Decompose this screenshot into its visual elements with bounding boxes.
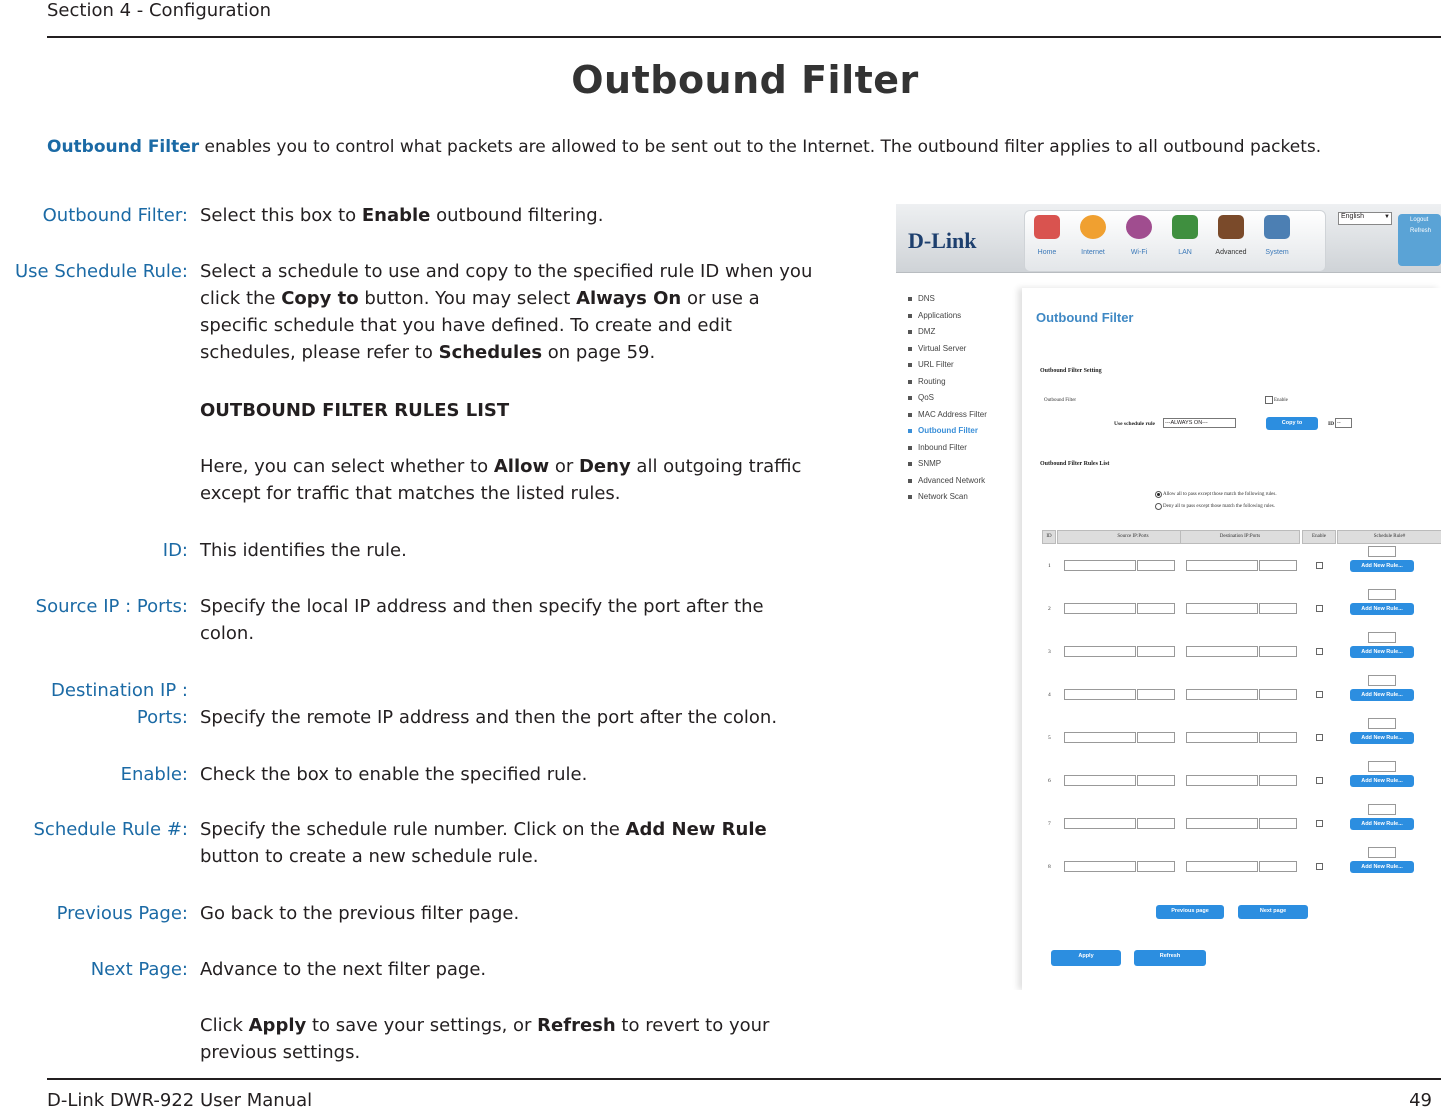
sidebar-item-dns[interactable]: DNS: [906, 294, 987, 311]
destination-port-input[interactable]: [1259, 603, 1297, 614]
term-use-schedule: Use Schedule Rule:: [14, 261, 188, 282]
desc-destination: Specify the remote IP address and then the port after the colon.: [200, 707, 778, 728]
rule-enable-checkbox[interactable]: [1316, 863, 1323, 870]
schedule-rule-input[interactable]: [1368, 804, 1396, 815]
sidebar-item-routing[interactable]: Routing: [906, 377, 987, 394]
col-id: ID: [1042, 530, 1056, 544]
lan-icon: [1172, 215, 1198, 239]
nav-lan[interactable]: LAN: [1163, 215, 1207, 256]
intro-paragraph: [47, 137, 1441, 157]
sidebar-item-outbound-filter[interactable]: Outbound Filter: [906, 426, 987, 443]
schedule-select[interactable]: ---ALWAYS ON---: [1163, 418, 1236, 428]
rule-enable-checkbox[interactable]: [1316, 820, 1323, 827]
col-destination: Destination IP:Ports: [1180, 530, 1300, 544]
term-enable: Enable:: [120, 764, 188, 785]
copy-to-button[interactable]: Copy to: [1266, 417, 1318, 430]
destination-ip-input[interactable]: [1186, 560, 1258, 571]
source-ip-input[interactable]: [1064, 689, 1136, 700]
rule-id: 3: [1048, 649, 1051, 655]
add-new-rule-button[interactable]: Add New Rule...: [1350, 689, 1414, 701]
intro-text: enables you to control what packets are allowed to be sent out to the Internet. The outbound filter applies to all outbound packets.: [199, 137, 1322, 157]
router-sidebar: [906, 294, 987, 509]
wifi-icon: [1126, 215, 1152, 239]
tools-icon: [1218, 215, 1244, 239]
desc-schedule-rule: Specify the schedule rule number. Click on the Add New Rule button to create a new schedule rule.: [200, 819, 767, 867]
refresh-button[interactable]: Refresh: [1134, 950, 1206, 966]
next-page-button[interactable]: Next page: [1238, 905, 1308, 919]
refresh-link[interactable]: Refresh: [1410, 228, 1432, 234]
add-new-rule-button[interactable]: Add New Rule...: [1350, 732, 1414, 744]
content-title: Outbound Filter: [1036, 310, 1134, 325]
sidebar-item-inbound-filter[interactable]: Inbound Filter: [906, 443, 987, 460]
term-destination-1: Destination IP :: [51, 680, 188, 701]
router-ui-screenshot: [896, 204, 1441, 990]
intro-bold: Outbound Filter: [47, 137, 200, 157]
sidebar-item-network-scan[interactable]: Network Scan: [906, 492, 987, 509]
nav-wifi[interactable]: Wi-Fi: [1117, 215, 1161, 256]
source-ip-input[interactable]: [1064, 861, 1136, 872]
desc-previous: Go back to the previous filter page.: [200, 903, 520, 924]
source-port-input[interactable]: [1137, 603, 1175, 614]
setting-heading: Outbound Filter Setting: [1040, 368, 1102, 374]
language-select[interactable]: English ▼: [1338, 212, 1392, 225]
source-ip-input[interactable]: [1064, 732, 1136, 743]
source-ip-input[interactable]: [1064, 818, 1136, 829]
rule-id: 7: [1048, 821, 1051, 827]
desc-rules-list: Here, you can select whether to Allow or Deny all outgoing traffic except for traffic that matches the listed rules.: [200, 456, 802, 504]
deny-text: Deny all to pass except those match the following rules.: [1163, 504, 1275, 509]
destination-port-input[interactable]: [1259, 689, 1297, 700]
col-enable: Enable: [1302, 530, 1336, 544]
desc-next: Advance to the next filter page.: [200, 959, 487, 980]
footer-manual-title: D-Link DWR-922 User Manual: [47, 1090, 313, 1111]
desc-apply: Click Apply to save your settings, or Refresh to revert to your previous settings.: [200, 1015, 770, 1063]
destination-port-input[interactable]: [1259, 560, 1297, 571]
destination-ip-input[interactable]: [1186, 603, 1258, 614]
id-select[interactable]: --: [1335, 418, 1352, 428]
schedule-rule-input[interactable]: [1368, 718, 1396, 729]
rule-id: 6: [1048, 778, 1051, 784]
destination-ip-input[interactable]: [1186, 732, 1258, 743]
nav-advanced[interactable]: Advanced: [1209, 215, 1253, 256]
desc-outbound-filter: Select this box to Enable outbound filtering.: [200, 205, 604, 226]
sidebar-item-snmp[interactable]: SNMP: [906, 459, 987, 476]
sidebar-item-advanced-network[interactable]: Advanced Network: [906, 476, 987, 493]
destination-ip-input[interactable]: [1186, 646, 1258, 657]
bottom-divider: [47, 1078, 1441, 1080]
nav-internet[interactable]: Internet: [1071, 215, 1115, 256]
rules-heading: Outbound Filter Rules List: [1040, 461, 1110, 467]
home-icon: [1034, 215, 1060, 239]
destination-port-input[interactable]: [1259, 732, 1297, 743]
sidebar-item-mac-filter[interactable]: MAC Address Filter: [906, 410, 987, 427]
allow-radio[interactable]: [1155, 491, 1162, 498]
rule-id: 2: [1048, 606, 1051, 612]
apply-button[interactable]: Apply: [1051, 950, 1121, 966]
add-new-rule-button[interactable]: Add New Rule...: [1350, 818, 1414, 830]
rule-enable-checkbox[interactable]: [1316, 562, 1323, 569]
col-source: Source IP:Ports: [1057, 530, 1209, 544]
dlink-logo: D-Link: [908, 228, 977, 253]
destination-ip-input[interactable]: [1186, 818, 1258, 829]
logout-link[interactable]: Logout: [1410, 217, 1429, 223]
desc-enable: Check the box to enable the specified rule.: [200, 764, 588, 785]
add-new-rule-button[interactable]: Add New Rule...: [1350, 646, 1414, 658]
sidebar-item-dmz[interactable]: DMZ: [906, 327, 987, 344]
rule-id: 1: [1048, 563, 1051, 569]
globe-icon: [1080, 215, 1106, 239]
id-label: ID: [1328, 421, 1335, 427]
source-port-input[interactable]: [1137, 732, 1175, 743]
desc-use-schedule: Select a schedule to use and copy to the specified rule ID when you click the Copy to button. You may select Always On or use a specific schedule that you have defined. To create and edit schedules, please refer to Schedules on page 59.: [200, 261, 813, 363]
add-new-rule-button[interactable]: Add New Rule...: [1350, 560, 1414, 572]
chevron-down-icon: ▼: [1384, 214, 1390, 220]
col-schedule: Schedule Rule#: [1337, 530, 1441, 544]
router-content: [1022, 288, 1441, 990]
schedule-rule-input[interactable]: [1368, 847, 1396, 858]
rule-id: 5: [1048, 735, 1051, 741]
destination-port-input[interactable]: [1259, 818, 1297, 829]
rule-enable-checkbox[interactable]: [1316, 648, 1323, 655]
rule-enable-checkbox[interactable]: [1316, 605, 1323, 612]
schedule-rule-input[interactable]: [1368, 632, 1396, 643]
add-new-rule-button[interactable]: Add New Rule...: [1350, 603, 1414, 615]
sidebar-item-virtual-server[interactable]: Virtual Server: [906, 344, 987, 361]
rules-list-heading: OUTBOUND FILTER RULES LIST: [200, 400, 510, 421]
source-port-input[interactable]: [1137, 646, 1175, 657]
source-port-input[interactable]: [1137, 775, 1175, 786]
schedule-rule-input[interactable]: [1368, 761, 1396, 772]
term-schedule-rule: Schedule Rule #:: [33, 819, 188, 840]
monitor-icon: [1264, 215, 1290, 239]
destination-port-input[interactable]: [1259, 861, 1297, 872]
page-title: Outbound Filter: [571, 58, 919, 102]
term-next: Next Page:: [90, 959, 188, 980]
nav-system[interactable]: System: [1255, 215, 1299, 256]
sidebar-item-qos[interactable]: QoS: [906, 393, 987, 410]
allow-text: Allow all to pass except those match the following rules.: [1163, 492, 1277, 497]
rule-id: 4: [1048, 692, 1051, 698]
source-port-input[interactable]: [1137, 689, 1175, 700]
rule-id: 8: [1048, 864, 1051, 870]
add-new-rule-button[interactable]: Add New Rule...: [1350, 861, 1414, 873]
sidebar-item-url-filter[interactable]: URL Filter: [906, 360, 987, 377]
destination-ip-input[interactable]: [1186, 775, 1258, 786]
rule-enable-checkbox[interactable]: [1316, 734, 1323, 741]
destination-ip-input[interactable]: [1186, 689, 1258, 700]
source-port-input[interactable]: [1137, 818, 1175, 829]
router-nav: [1024, 210, 1326, 272]
desc-source: Specify the local IP address and then specify the port after the colon.: [200, 596, 764, 644]
deny-radio[interactable]: [1155, 503, 1162, 510]
router-topbar: [896, 204, 1441, 273]
logout-panel: [1398, 214, 1441, 266]
term-outbound-filter: Outbound Filter:: [42, 205, 188, 226]
source-ip-input[interactable]: [1064, 560, 1136, 571]
previous-page-button[interactable]: Previous page: [1156, 905, 1224, 919]
rule-enable-checkbox[interactable]: [1316, 691, 1323, 698]
enable-checkbox[interactable]: [1265, 396, 1273, 404]
destination-port-input[interactable]: [1259, 646, 1297, 657]
destination-port-input[interactable]: [1259, 775, 1297, 786]
schedule-rule-input[interactable]: [1368, 675, 1396, 686]
desc-id: This identifies the rule.: [200, 540, 407, 561]
source-port-input[interactable]: [1137, 560, 1175, 571]
top-divider: [47, 36, 1441, 38]
term-destination-2: Ports:: [136, 707, 188, 728]
rule-enable-checkbox[interactable]: [1316, 777, 1323, 784]
outbound-filter-label: Outbound Filter: [1044, 398, 1077, 403]
schedule-rule-input[interactable]: [1368, 546, 1396, 557]
source-port-input[interactable]: [1137, 861, 1175, 872]
page-number: 49: [1409, 1090, 1432, 1111]
use-schedule-label: Use schedule rule: [1114, 421, 1155, 427]
source-ip-input[interactable]: [1064, 603, 1136, 614]
term-previous: Previous Page:: [56, 903, 188, 924]
schedule-rule-input[interactable]: [1368, 589, 1396, 600]
section-header: Section 4 - Configuration: [47, 0, 272, 21]
term-id: ID:: [162, 540, 188, 561]
destination-ip-input[interactable]: [1186, 861, 1258, 872]
sidebar-item-applications[interactable]: Applications: [906, 311, 987, 328]
nav-home[interactable]: Home: [1025, 215, 1069, 256]
source-ip-input[interactable]: [1064, 775, 1136, 786]
add-new-rule-button[interactable]: Add New Rule...: [1350, 775, 1414, 787]
enable-label: Enable: [1274, 398, 1288, 403]
source-ip-input[interactable]: [1064, 646, 1136, 657]
term-source: Source IP : Ports:: [35, 596, 188, 617]
